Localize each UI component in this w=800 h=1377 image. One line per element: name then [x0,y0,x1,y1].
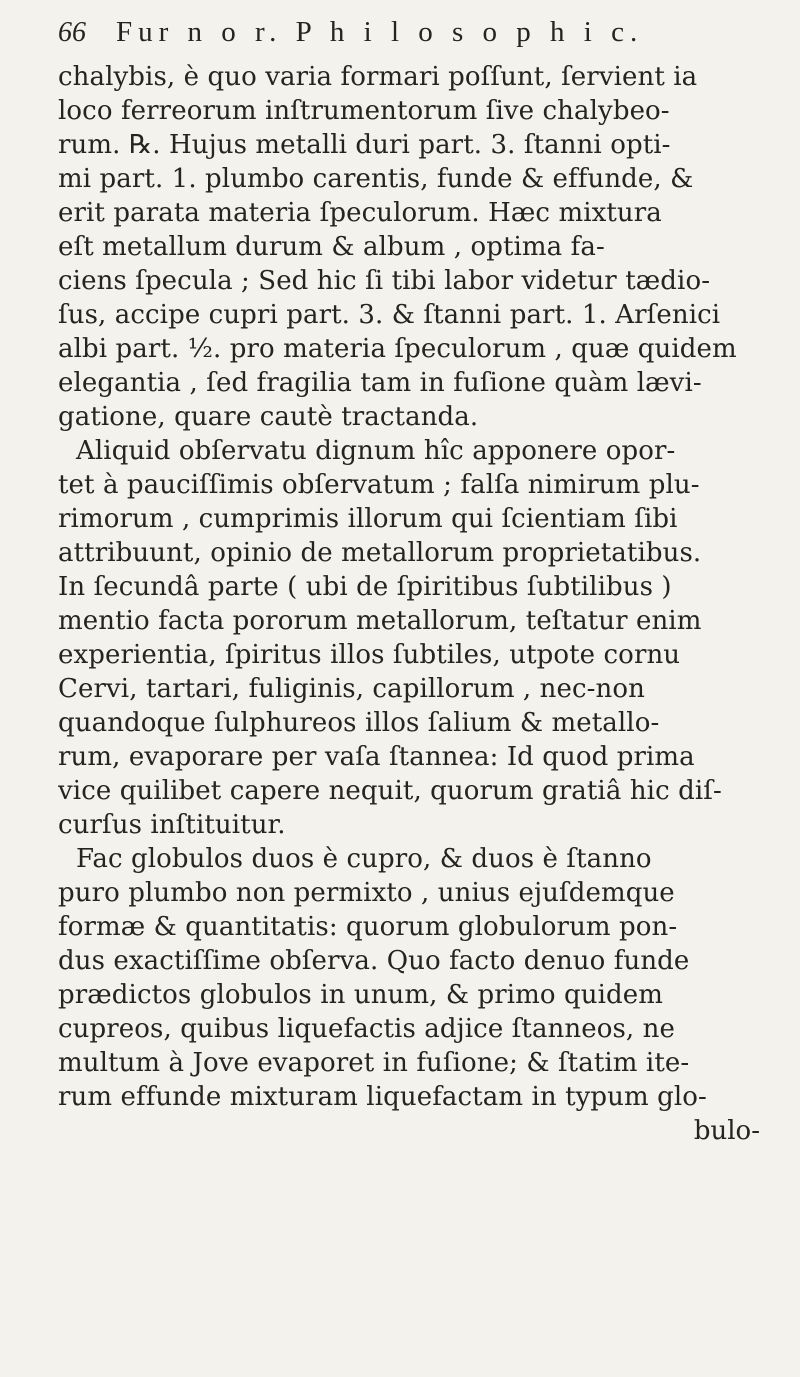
text-line: Cervi, tartari, fuliginis, capillorum , nec-non [58,674,645,704]
text-line: chalybis, è quo varia formari poſſunt, ſervient ia [58,62,698,92]
text-line: cupreos, quibus liquefactis adjice ſtanneos, ne [58,1014,675,1044]
text-line: formæ & quantitatis: quorum globulorum pon- [58,912,678,942]
text-line: elegantia , ſed fragilia tam in fuſione quàm lævi- [58,368,702,398]
text-line: mi part. 1. plumbo carentis, funde & effunde, & [58,164,694,194]
text-line: ſus, accipe cupri part. 3. & ſtanni part. 1. Arſenici [58,300,721,330]
page-number: 66 [58,17,86,48]
text-line: vice quilibet capere nequit, quorum gratiâ hic diſ- [58,776,722,806]
text-line: puro plumbo non permixto , unius ejuſdemque [58,878,675,908]
text-line: albi part. ½. pro materia ſpeculorum , quæ quidem [58,334,737,364]
text-line: Aliquid obſervatu dignum hîc apponere opor- [76,436,676,466]
text-line: ciens ſpecula ; Sed hic ſi tibi labor videtur tædio- [58,266,711,296]
text-line: rum effunde mixturam liquefactam in typum glo- [58,1082,707,1112]
text-line: rum, evaporare per vaſa ſtannea: Id quod prima [58,742,695,772]
text-line: Fac globulos duos è cupro, & duos è ſtanno [76,844,652,874]
text-line: dus exactiſſime obſerva. Quo facto denuo funde [58,946,690,976]
text-line: prædictos globulos in unum, & primo quidem [58,980,664,1010]
catchword: bulo- [693,1116,760,1146]
text-line: mentio facta pororum metallorum, teſtatur enim [58,606,702,636]
text-line: experientia, ſpiritus illos ſubtiles, utpote cornu [58,640,681,670]
body-text [58,60,788,1148]
page-header [58,16,778,60]
text-line: attribuunt, opinio de metallorum proprietatibus. [58,538,702,568]
text-line: multum à Jove evaporet in fuſione; & ſtatim ite- [58,1048,690,1078]
text-line: quandoque ſulphureos illos ſalium & metallo- [58,708,660,738]
text-line: eſt metallum durum & album , optima fa- [58,232,605,262]
text-line: rum. ℞. Hujus metalli duri part. 3. ſtanni opti- [58,130,671,160]
text-line: gatione, quare cautè tractanda. [58,402,479,432]
text-line: erit parata materia ſpeculorum. Hæc mixtura [58,198,662,228]
text-line: In ſecundâ parte ( ubi de ſpiritibus ſubtilibus ) [58,572,672,602]
text-line: loco ferreorum inſtrumentorum ſive chalybeo- [58,96,670,126]
running-head: Fur n o r. P h i l o s o p h i c. [116,16,644,48]
text-line: rimorum , cumprimis illorum qui ſcientiam ſibi [58,504,678,534]
text-line: curſus inſtituitur. [58,810,286,840]
text-line: tet à pauciſſimis obſervatum ; falſa nimirum plu- [58,470,700,500]
